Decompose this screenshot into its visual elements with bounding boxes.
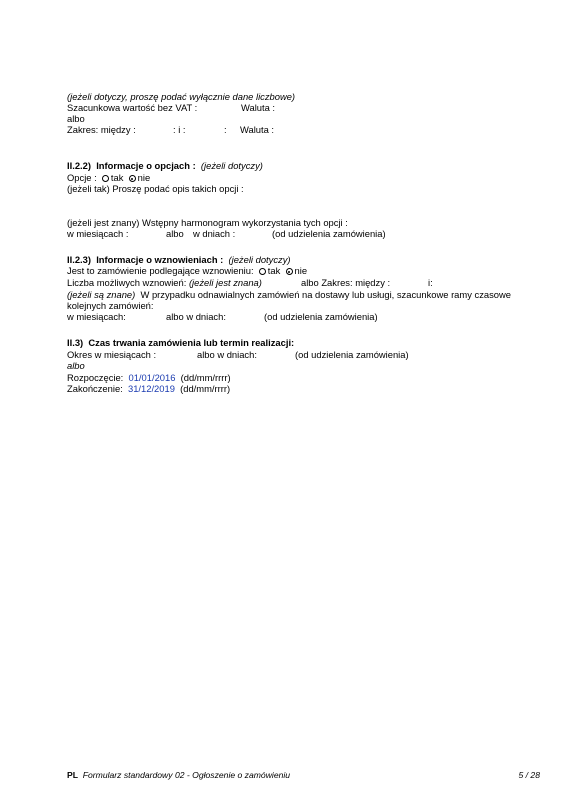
renewals-range-i: i: [428,277,433,288]
renewals-months-label: w miesiącach: [67,311,126,322]
options-no-label: nie [137,172,151,183]
options-yes-label: tak [110,172,124,183]
options-row [67,172,150,183]
currency-label: Waluta : [241,102,276,113]
renewals-known: (jeżeli są znane) [67,289,136,300]
duration-period-label: Okres w miesiącach : [67,349,157,360]
options-schedule: (jeżeli jest znany) Wstępny harmonogram wykorzystania tych opcji : [67,217,348,228]
options-applicable: (jeżeli dotyczy) [200,160,263,171]
renewals-timeframe-row [67,289,511,300]
renewals-subject-row [67,265,307,276]
options-describe: (jeżeli tak) Proszę podać opis takich opcji : [67,183,244,194]
renewals-yes-radio[interactable] [259,268,266,275]
renewals-or-range: albo Zakres: między : [301,277,391,288]
page-footer [67,770,540,781]
options-label: Opcje : [67,172,97,183]
renewals-count-label: Liczba możliwych wznowień: [67,277,187,288]
renewals-timeframe: W przypadku odnawialnych zamówień na dostawy lub usługi, szacunkowe ramy czasowe [140,289,511,300]
range-end: : [224,124,227,135]
value-note: (jeżeli dotyczy, proszę podać wyłącznie dane liczbowe) [67,91,296,102]
renewals-no-label: nie [294,265,308,276]
renewals-heading [67,254,291,265]
options-from-award: (od udzielenia zamówienia) [272,228,386,239]
renewals-no-radio[interactable] [286,268,293,275]
footer-page-number: 5 / 28 [518,770,540,780]
renewals-timeframe-2: kolejnych zamówień: [67,300,154,311]
renewals-count-known: (jeżeli jest znana) [188,277,262,288]
duration-or-days: albo w dniach: [197,349,257,360]
start-format: (dd/mm/rrrr) [180,372,231,383]
options-title: Informacje o opcjach : [96,160,196,171]
duration-from-award: (od udzielenia zamówienia) [295,349,409,360]
end-date: 31/12/2019 [127,383,175,394]
renewals-number: II.2.3) [67,254,91,265]
duration-or: albo [67,360,85,371]
renewals-from-award: (od udzielenia zamówienia) [264,311,378,322]
footer-form: Formularz standardowy 02 - Ogłoszenie o zamówieniu [82,770,291,780]
duration-end-row [67,383,230,394]
renewals-subject-label: Jest to zamówienie podlegające wznowieniu: [67,265,254,276]
duration-number: II.3) [67,337,84,348]
options-or: albo [166,228,184,239]
renewals-applicable: (jeżeli dotyczy) [228,254,291,265]
footer-lang: PL [67,770,78,780]
renewals-title: Informacje o wznowieniach : [96,254,224,265]
range-currency-label: Waluta : [240,124,275,135]
renewals-count-row [67,277,262,288]
duration-title: Czas trwania zamówienia lub termin realizacji: [88,337,295,348]
duration-start-row [67,372,231,383]
options-number: II.2.2) [67,160,91,171]
duration-heading [67,337,294,348]
or-text: albo [67,113,85,124]
renewals-or-days: albo w dniach: [166,311,226,322]
renewals-yes-label: tak [267,265,281,276]
end-label: Zakończenie: [67,383,123,394]
range-label: Zakres: między : [67,124,136,135]
estimated-value-label: Szacunkowa wartość bez VAT : [67,102,198,113]
options-days-label: w dniach : [193,228,236,239]
range-separator: : i : [173,124,186,135]
end-format: (dd/mm/rrrr) [180,383,231,394]
options-heading [67,160,263,171]
options-yes-radio[interactable] [102,175,109,182]
options-no-radio[interactable] [129,175,136,182]
start-date: 01/01/2016 [128,372,176,383]
start-label: Rozpoczęcie: [67,372,124,383]
options-months-label: w miesiącach : [67,228,129,239]
